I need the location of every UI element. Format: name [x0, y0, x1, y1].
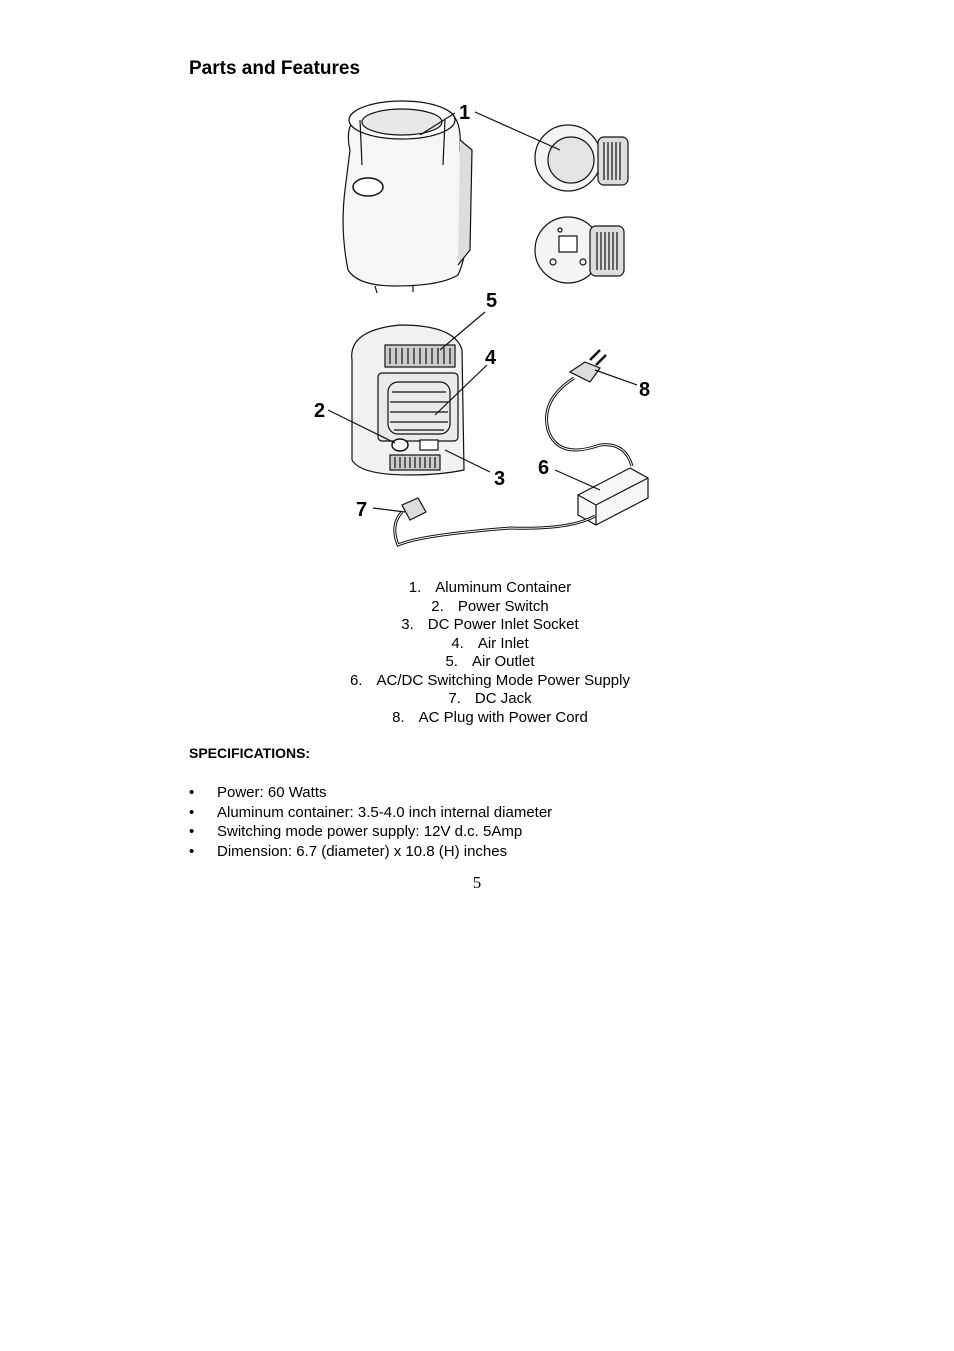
callout-8: 8: [639, 379, 651, 401]
list-item: 4. Air Inlet: [451, 634, 529, 652]
callout-4: 4: [485, 347, 497, 369]
list-item: 1. Aluminum Container: [408, 579, 572, 596]
unit-rear-drawing: [352, 325, 464, 475]
list-item: • Power: 60 Watts: [189, 784, 327, 801]
power-supply-drawing: [578, 468, 648, 525]
callout-6: 6: [538, 457, 550, 479]
dc-jack-drawing: [402, 498, 426, 520]
unit-bottom-view-drawing: [535, 217, 624, 283]
list-item: 6. AC/DC Switching Mode Power Supply: [350, 671, 630, 689]
unit-top-view-drawing: [535, 125, 628, 191]
bullet-icon: •: [189, 842, 195, 860]
specifications-list: [189, 783, 552, 861]
page-title: Parts and Features: [189, 58, 361, 79]
callout-3: 3: [494, 468, 506, 490]
list-item: 2. Power Switch: [431, 597, 549, 615]
callout-1: 1: [459, 102, 471, 124]
callout-5: 5: [486, 290, 498, 312]
list-item: 8. AC Plug with Power Cord: [392, 708, 588, 726]
list-item: 3. DC Power Inlet Socket: [401, 616, 579, 633]
page-number: 5: [472, 873, 482, 892]
callout-2: 2: [314, 400, 326, 422]
callout-7: 7: [356, 499, 368, 521]
bullet-icon: •: [189, 784, 195, 801]
parts-list: [240, 579, 740, 727]
unit-front-drawing: [343, 101, 472, 293]
bullet-icon: •: [189, 823, 195, 840]
list-item: 5. Air Outlet: [445, 653, 535, 670]
list-item: • Aluminum container: 3.5-4.0 inch internal diameter: [189, 803, 553, 821]
product-illustration: [300, 95, 680, 565]
ac-plug-drawing: [570, 350, 606, 382]
list-item: • Dimension: 6.7 (diameter) x 10.8 (H) inches: [189, 842, 508, 860]
specifications-heading: SPECIFICATIONS:: [189, 745, 311, 761]
bullet-icon: •: [189, 803, 195, 821]
list-item: 7. DC Jack: [448, 690, 532, 707]
list-item: • Switching mode power supply: 12V d.c. 5Amp: [189, 823, 523, 840]
